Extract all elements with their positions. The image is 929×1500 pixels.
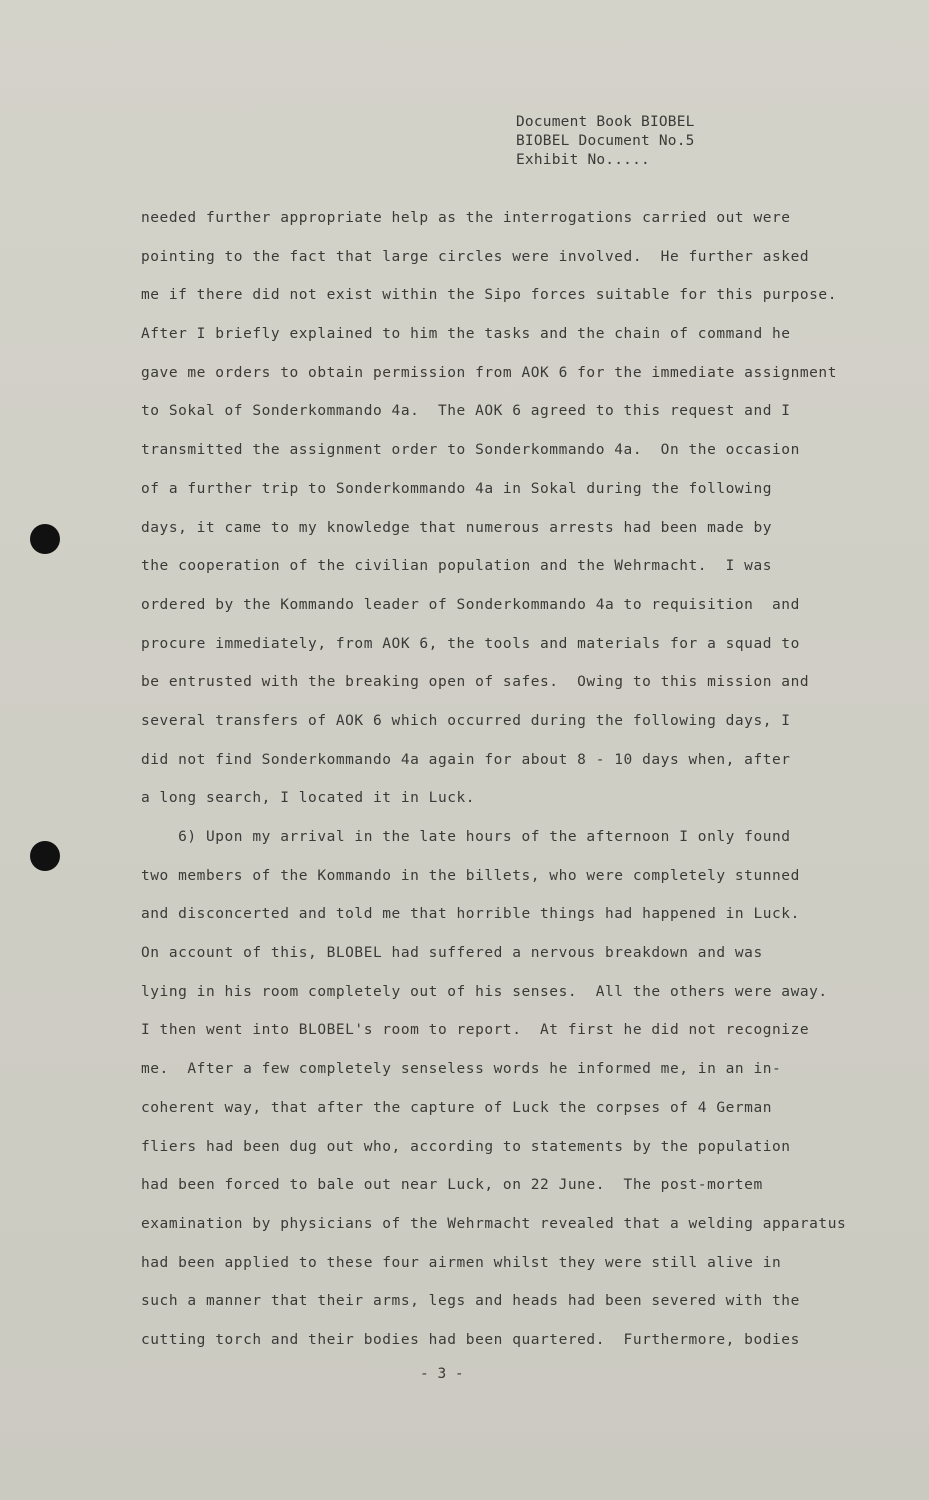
- text-line: such a manner that their arms, legs and heads had been severed with the: [141, 1293, 800, 1310]
- text-line: and disconcerted and told me that horrible things had happened in Luck.: [141, 906, 800, 923]
- text-line: transmitted the assignment order to Sonderkommando 4a. On the occasion: [141, 442, 800, 459]
- text-line: be entrusted with the breaking open of safes. Owing to this mission and: [141, 674, 810, 691]
- text-line: to Sokal of Sonderkommando 4a. The AOK 6 agreed to this request and I: [141, 403, 791, 420]
- text-line: did not find Sonderkommando 4a again for about 8 - 10 days when, after: [141, 751, 791, 768]
- text-line: I then went into BLOBEL's room to report. At first he did not recognize: [141, 1022, 810, 1039]
- document-header: [516, 113, 695, 170]
- header-document-book: Document Book BIOBEL: [516, 114, 695, 130]
- text-line: examination by physicians of the Wehrmacht revealed that a welding apparatus: [141, 1215, 847, 1232]
- document-body: [141, 205, 901, 1366]
- text-line: gave me orders to obtain permission from AOK 6 for the immediate assignment: [141, 364, 837, 381]
- text-line: After I briefly explained to him the tasks and the chain of command he: [141, 326, 791, 343]
- text-line: lying in his room completely out of his senses. All the others were away.: [141, 983, 828, 1000]
- text-line: me if there did not exist within the Sipo forces suitable for this purpose.: [141, 287, 837, 304]
- header-document-number: BIOBEL Document No.5: [516, 133, 695, 149]
- text-line: ordered by the Kommando leader of Sonderkommando 4a to requisition and: [141, 596, 800, 613]
- text-line: the cooperation of the civilian population and the Wehrmacht. I was: [141, 558, 773, 575]
- text-line: cutting torch and their bodies had been quartered. Furthermore, bodies: [141, 1331, 800, 1348]
- text-line: 6) Upon my arrival in the late hours of the afternoon I only found: [141, 829, 791, 845]
- text-line: several transfers of AOK 6 which occurred during the following days, I: [141, 712, 791, 729]
- text-line: On account of this, BLOBEL had suffered a nervous breakdown and was: [141, 945, 763, 962]
- text-line: me. After a few completely senseless words he informed me, in an in-: [141, 1061, 782, 1078]
- text-line: coherent way, that after the capture of Luck the corpses of 4 German: [141, 1099, 773, 1116]
- text-line: of a further trip to Sonderkommando 4a in Sokal during the following: [141, 480, 773, 497]
- text-line: had been applied to these four airmen whilst they were still alive in: [141, 1254, 782, 1271]
- punch-hole-top: [30, 524, 60, 554]
- text-line: procure immediately, from AOK 6, the tools and materials for a squad to: [141, 635, 800, 652]
- text-line: needed further appropriate help as the interrogations carried out were: [141, 210, 791, 226]
- text-line: pointing to the fact that large circles were involved. He further asked: [141, 248, 810, 265]
- punch-hole-bottom: [30, 841, 60, 871]
- header-exhibit-number: Exhibit No.....: [516, 152, 650, 168]
- text-line: had been forced to bale out near Luck, on 22 June. The post-mortem: [141, 1177, 763, 1194]
- text-line: a long search, I located it in Luck.: [141, 790, 476, 807]
- page-number: - 3 -: [420, 1366, 464, 1382]
- text-line: two members of the Kommando in the billets, who were completely stunned: [141, 867, 800, 884]
- text-line: fliers had been dug out who, according to statements by the population: [141, 1138, 791, 1155]
- text-line: days, it came to my knowledge that numerous arrests had been made by: [141, 519, 773, 536]
